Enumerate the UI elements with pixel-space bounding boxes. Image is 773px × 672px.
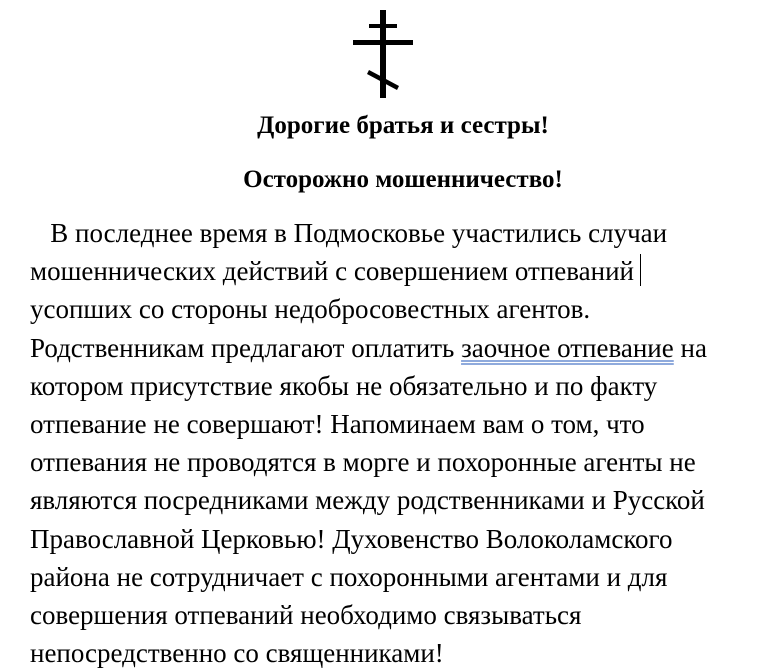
body-line: усопших со стороны недобросовестных агентов.: [30, 294, 591, 325]
body-line: совершения отпеваний необходимо связываться: [30, 600, 582, 631]
body-line: района не сотрудничает с похоронными агентами и для: [30, 561, 668, 592]
body-line-text: Родственникам предлагают оплатить: [30, 332, 462, 363]
document-body: [30, 214, 765, 672]
body-line-text: на: [673, 332, 707, 363]
text-cursor: [640, 254, 641, 286]
page-title: Дорогие братья и сестры!: [257, 112, 549, 139]
body-line-text: мошеннических действий с совершением отпеваний: [30, 256, 634, 287]
body-line: [30, 329, 765, 367]
body-line: В последнее время в Подмосковье участились случаи: [30, 218, 668, 248]
body-line: котором присутствие якобы не обязательно и по факту: [30, 370, 658, 401]
body-line: отпевания не проводятся в морге и похоронные агенты не: [30, 447, 696, 478]
spellcheck-underlined-phrase[interactable]: заочное отпевание: [461, 332, 674, 363]
body-line: Православной Церковью! Духовенство Волоколамского: [30, 523, 673, 554]
body-line: непосредственно со священниками!: [30, 638, 444, 669]
body-line: [30, 252, 765, 290]
body-line: отпевание не совершают! Напоминаем вам о том, что: [30, 409, 645, 440]
page-subtitle: Осторожно мошенничество!: [243, 166, 563, 193]
body-line: являются посредниками между родственниками и Русской: [30, 485, 705, 516]
orthodox-cross-icon: [351, 10, 415, 100]
